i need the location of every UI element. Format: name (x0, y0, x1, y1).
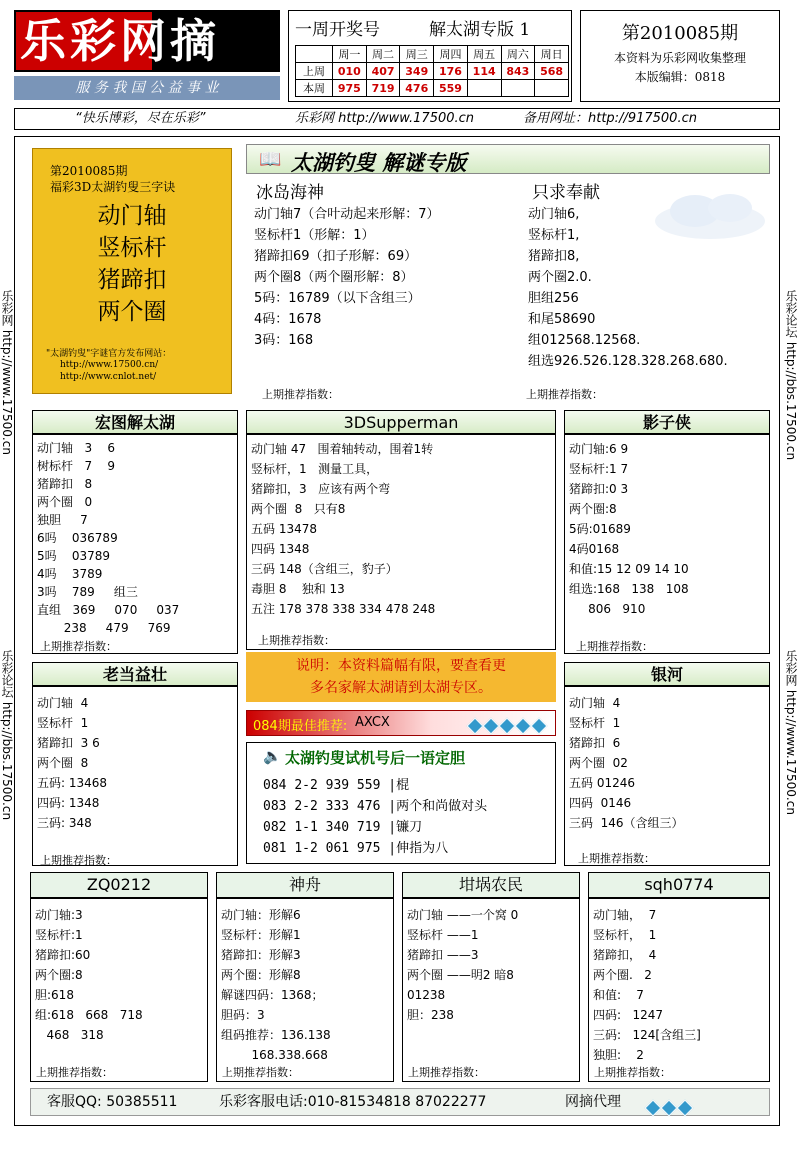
notice-box (246, 652, 556, 702)
bingdao-title: 冰岛海神 (256, 183, 324, 203)
draw-table: 周一 周二 周三 周四 周五 周六 周日 上周 010 407 349 176 114 843 568 本周 975 719 476 559 (295, 45, 569, 97)
yinhe-content: 动门轴 4 竖标杆 1 猪蹄扣 6 两个圈 02 五码 01246 四码 0146 三码 146（含组三） (564, 686, 770, 866)
issue-editor: 本版编辑：0818 (634, 70, 726, 84)
brand-slogan: 服 务 我 国 公 益 事 业 (14, 76, 280, 100)
trial-title: 太湖钓叟试机号后一语定胆 (285, 749, 466, 767)
sqh-footer: 上期推荐指数： (594, 1066, 671, 1079)
side-right-bottom[interactable]: 乐彩网 http://www.17500.cn (784, 650, 798, 815)
sqh-content: 动门轴， 7 竖标杆， 1 猪蹄扣， 4 两个圈. 2 和值: 7 四码: 1247 三码: 124[含组三] 独胆: 2 (588, 898, 770, 1082)
weekly-edition: 解太湖专版 1 (429, 20, 531, 40)
shenzhou-header: 神舟 (216, 872, 394, 898)
nongmin-footer: 上期推荐指数： (408, 1066, 485, 1079)
riddle-title: 福彩3D太湖钓叟三字诀 (50, 180, 176, 194)
zhiqiu-content: 动门轴6, 竖标杆1, 猪蹄扣8, 两个圈2.0. 胆组256 和尾58690 组012568.12568. 组选926.526.128.328.268.680. (528, 207, 728, 369)
supperman-content: 动门轴 47 围着轴转动，围着1转 竖标杆，1 测量工具， 猪蹄扣，3 应该有两个弯 两个圈 8 只有8 五码 13478 四码 1348 三码 148（含组三，豹子） 毒胆 8 独和 13 五注 178 378 338 334 478 248 (246, 434, 556, 650)
logo (14, 10, 280, 72)
laodang-content: 动门轴 4 竖标杆 1 猪蹄扣 3 6 两个圈 8 五码: 13468 四码: 1348 三码: 348 (32, 686, 238, 866)
side-left-bottom[interactable]: 乐彩论坛 http://bbs.17500.cn (0, 650, 14, 821)
sqh-header: sqh0774 (588, 872, 770, 898)
section-title: 📖 太湖钓叟 解谜专版 (246, 144, 770, 174)
trial-rows (263, 775, 487, 859)
yingzi-footer: 上期推荐指数： (576, 640, 653, 653)
hongtu-content: 动门轴 3 6 树标杆 7 9 猪蹄扣 8 两个圈 0 独胆 7 6吗 036789 5吗 03789 4吗 3789 3吗 789 组三 直组 369 070 037 238 479 769 (32, 434, 238, 654)
yinhe-header: 银河 (564, 662, 770, 686)
riddle-box (32, 148, 238, 400)
zq-footer: 上期推荐指数： (36, 1066, 113, 1079)
yingzi-header: 影子侠 (564, 410, 770, 434)
zhiqiu-title: 只求奉献 (532, 183, 600, 203)
issue-info (580, 10, 780, 102)
footer-agent[interactable]: 网摘代理 (565, 1094, 621, 1110)
side-left-top[interactable]: 乐彩网 http://www.17500.cn (0, 290, 14, 455)
riddle-note: "太湖钓叟"字谜官方发布网站： (46, 349, 172, 359)
yinhe-footer: 上期推荐指数： (578, 852, 655, 865)
laodang-footer: 上期推荐指数： (40, 854, 117, 867)
best-value: AXCX (355, 715, 390, 730)
hongtu-footer: 上期推荐指数： (40, 640, 117, 653)
bingdao-content: 动门轴7（合叶动起来形解：7） 竖标杆1（形解：1） 猪蹄扣69（扣子形解：69） 两个圈8（两个圈形解：8） 5码：16789（以下含组三） 4码：1678 3码：168 (254, 207, 440, 348)
shenzhou-footer: 上期推荐指数： (222, 1066, 299, 1079)
trial-row: 084 2-2 939 559 |棍 (263, 778, 410, 793)
nongmin-header: 坩埚农民 (402, 872, 580, 898)
issue-number: 第2010085期 (621, 23, 739, 44)
riddle-url-1[interactable]: http://www.17500.cn/ (60, 360, 159, 370)
trial-box (246, 742, 556, 864)
yingzi-content: 动门轴:6 9 竖标杆:1 7 猪蹄扣:0 3 两个圈:8 5码:01689 4码0168 和值:15 12 09 14 10 组选:168 138 108 806 910 (564, 434, 770, 654)
hongtu-header: 宏图解太湖 (32, 410, 238, 434)
side-right-top[interactable]: 乐彩论坛 http://bbs.17500.cn (784, 290, 798, 461)
book-icon: 📖 (259, 149, 282, 170)
trial-row: 082 1-1 340 719 |镰刀 (263, 820, 423, 835)
best-recommend (246, 710, 556, 736)
weekly-results (288, 10, 572, 102)
banner-slogan: “快乐博彩，尽在乐彩” (75, 111, 206, 126)
logo-text: 乐彩网摘 (20, 14, 220, 68)
zhiqiu-footer: 上期推荐指数： (526, 388, 603, 401)
zq-content: 动门轴:3 竖标杆:1 猪蹄扣:60 两个圈:8 胆:618 组:618 668 718 468 318 (30, 898, 208, 1082)
best-label: 084期最佳推荐: (253, 719, 348, 734)
diamond-icons (645, 1097, 693, 1123)
laodang-header: 老当益壮 (32, 662, 238, 686)
diamond-icons (467, 717, 547, 736)
riddle-issue: 第2010085期 (50, 164, 128, 178)
notice-line-2: 多名家解太湖请到太湖专区。 (310, 680, 492, 696)
trial-row: 081 1-2 061 975 |伸指为八 (263, 841, 449, 856)
supperman-header: 3DSupperman (246, 410, 556, 434)
footer-bar (30, 1088, 770, 1116)
bingdao-footer: 上期推荐指数： (262, 388, 339, 401)
notice-line-1: 说明：本资料篇幅有限，要查看更 (296, 658, 506, 674)
nongmin-content: 动门轴 ——一个窝 0 竖标杆 ——1 猪蹄扣 ——3 两个圈 ——明2 暗8 01238 胆：238 (402, 898, 580, 1082)
riddle-lines: 动门轴 竖标杆 猪蹄扣 两个圈 (97, 203, 167, 325)
zq-header: ZQ0212 (30, 872, 208, 898)
supperman-footer: 上期推荐指数： (258, 634, 335, 647)
speaker-icon: 🔈 (263, 747, 282, 765)
weekly-title: 一周开奖号 (295, 20, 380, 40)
footer-phone: 乐彩客服电话:010-81534818 87022277 (219, 1094, 487, 1110)
banner-backup[interactable]: 备用网址：http://917500.cn (523, 111, 697, 126)
footer-qq[interactable]: 客服QQ: 50385511 (47, 1094, 178, 1110)
riddle-url-2[interactable]: http://www.cnlot.net/ (60, 372, 157, 382)
shenzhou-content: 动门轴：形解6 竖标杆：形解1 猪蹄扣：形解3 两个圈：形解8 解谜四码：1368； 胆码：3 组码推荐：136.138 168.338.668 (216, 898, 394, 1082)
banner-site[interactable]: 乐彩网 http://www.17500.cn (295, 111, 475, 126)
trial-row: 083 2-2 333 476 |两个和尚做对头 (263, 799, 488, 814)
issue-source: 本资料为乐彩网收集整理 (613, 51, 746, 65)
banner (14, 108, 780, 130)
